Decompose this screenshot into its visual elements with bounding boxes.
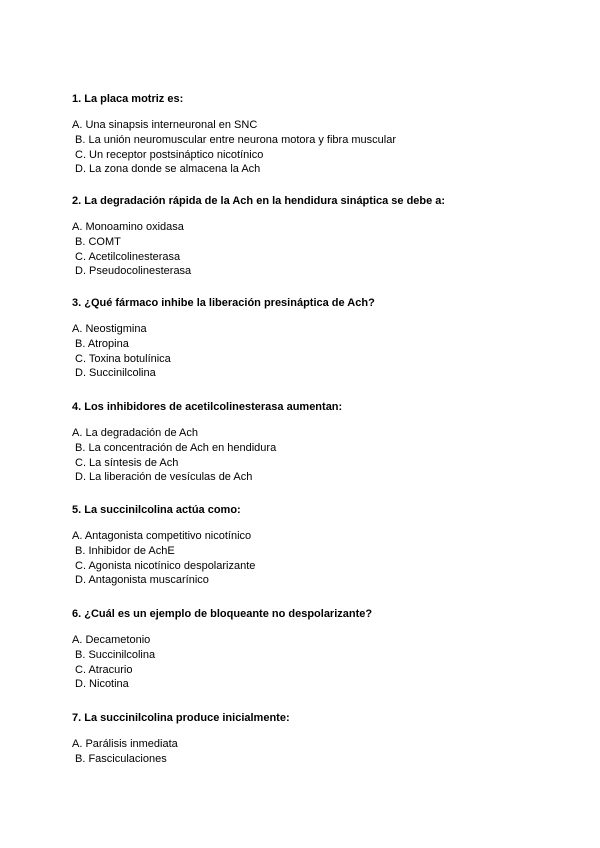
question-title: 1. La placa motriz es: — [72, 93, 184, 105]
question-4 — [72, 400, 542, 485]
option-b: B. Fasciculaciones — [75, 752, 167, 765]
option-a: A. Monoamino oxidasa — [72, 221, 184, 233]
question-6 — [72, 607, 542, 692]
option-a: A. Una sinapsis interneuronal en SNC — [72, 119, 258, 131]
option-a: A. Antagonista competitivo nicotínico — [72, 530, 252, 542]
option-a: A. Decametonio — [72, 634, 151, 646]
option-c: C. La síntesis de Ach — [75, 456, 179, 469]
option-d: D. La liberación de vesículas de Ach — [75, 471, 253, 484]
option-b: B. Atropina — [75, 337, 129, 350]
option-c: C. Agonista nicotínico despolarizante — [75, 559, 256, 572]
question-title: 3. ¿Qué fármaco inhibe la liberación presináptica de Ach? — [72, 297, 375, 309]
question-3 — [72, 296, 542, 381]
question-title: 2. La degradación rápida de la Ach en la hendidura sináptica se debe a: — [72, 195, 446, 207]
option-c: C. Acetilcolinesterasa — [75, 250, 181, 263]
option-d: D. Antagonista muscarínico — [75, 574, 209, 587]
question-2 — [72, 194, 542, 279]
option-b: B. La concentración de Ach en hendidura — [75, 441, 277, 454]
option-c: C. Un receptor postsináptico nicotínico — [75, 148, 264, 161]
question-title: 6. ¿Cuál es un ejemplo de bloqueante no despolarizante? — [72, 608, 373, 620]
option-d: D. Succinilcolina — [75, 367, 156, 380]
question-title: 7. La succinilcolina produce inicialmente: — [72, 712, 290, 724]
option-b: B. Succinilcolina — [75, 648, 156, 661]
option-c: C. Atracurio — [75, 663, 133, 676]
option-c: C. Toxina botulínica — [75, 352, 171, 365]
option-b: B. COMT — [75, 235, 121, 248]
question-7 — [72, 711, 542, 767]
option-a: A. Neostigmina — [72, 323, 147, 335]
question-5 — [72, 503, 542, 588]
option-b: B. Inhibidor de AchE — [75, 544, 175, 557]
question-title: 5. La succinilcolina actúa como: — [72, 504, 241, 516]
question-title: 4. Los inhibidores de acetilcolinesterasa aumentan: — [72, 401, 343, 413]
option-a: A. La degradación de Ach — [72, 427, 198, 439]
question-1 — [72, 92, 542, 177]
option-d: D. Pseudocolinesterasa — [75, 265, 192, 278]
option-b: B. La unión neuromuscular entre neurona motora y fibra muscular — [75, 133, 397, 146]
option-d: D. La zona donde se almacena la Ach — [75, 163, 261, 176]
option-a: A. Parálisis inmediata — [72, 738, 178, 750]
option-d: D. Nicotina — [75, 678, 129, 691]
